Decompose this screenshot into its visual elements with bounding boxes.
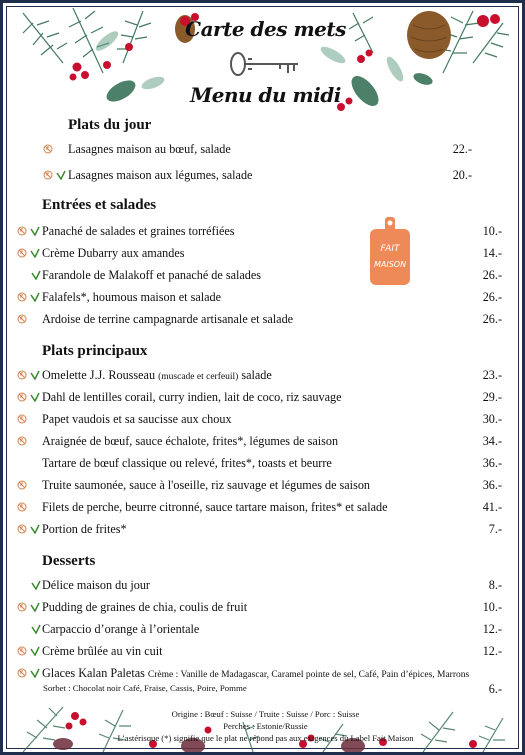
- item-price: 26.-: [482, 312, 502, 326]
- footer-asterisk-note: L’astérisque (*) signifie que le plat ne répond pas aux exigences du Label Fait Maison: [117, 733, 414, 743]
- wheat-icon: [17, 392, 27, 402]
- item-name: Ardoise de terrine campagnarde artisanale et salade: [42, 312, 294, 326]
- logo-line2: MAISON: [373, 260, 407, 269]
- item-name-main: Omelette J.J. Rousseau: [42, 368, 156, 382]
- item-price: 29.-: [482, 390, 502, 404]
- item-name: Truite saumonée, sauce à l'oseille, riz sauvage et légumes de saison: [42, 478, 371, 492]
- wheat-icon: [17, 414, 27, 424]
- item-price: 36.-: [482, 456, 502, 470]
- item-price: 7.-: [488, 522, 502, 536]
- menu-item: [3, 453, 525, 473]
- vegetarian-leaf-icon: [30, 646, 40, 656]
- menu-item: [3, 243, 525, 263]
- logo-line1: FAIT: [380, 244, 400, 254]
- vegetarian-leaf-icon: [30, 292, 40, 302]
- item-name: Lasagnes maison aux légumes, salade: [68, 168, 253, 182]
- menu-item: [3, 475, 525, 495]
- item-price: 34.-: [482, 434, 502, 448]
- item-extra: Sorbet : Chocolat noir Café, Fraise, Cassis, Poire, Pomme: [43, 683, 247, 693]
- wheat-icon: [43, 144, 53, 154]
- item-price: 30.-: [482, 412, 502, 426]
- vegetarian-leaf-icon: [31, 270, 41, 280]
- item-price: 22.-: [452, 142, 472, 156]
- item-price: 41.-: [482, 500, 502, 514]
- item-price: 6.-: [488, 682, 502, 696]
- section-title-desserts: Desserts: [42, 553, 96, 569]
- item-price: 26.-: [482, 268, 502, 282]
- wheat-icon: [17, 248, 27, 258]
- item-price: 12.-: [482, 644, 502, 658]
- item-name: Lasagnes maison au bœuf, salade: [68, 142, 231, 156]
- vintage-key-icon: [228, 47, 304, 81]
- fait-maison-logo: [368, 217, 412, 287]
- item-name-end: salade: [241, 368, 272, 382]
- menu-item: [3, 265, 525, 285]
- item-name: Papet vaudois et sa saucisse aux choux: [42, 412, 232, 426]
- menu-item: [3, 365, 525, 385]
- wheat-icon: [17, 226, 27, 236]
- vegetarian-leaf-icon: [30, 524, 40, 534]
- item-note: (muscade et cerfeuil): [158, 372, 239, 382]
- wheat-icon: [17, 602, 27, 612]
- menu-item: [3, 287, 525, 307]
- item-price: 10.-: [482, 224, 502, 238]
- vegetarian-leaf-icon: [30, 370, 40, 380]
- item-name: Filets de perche, beurre citronné, sauce tartare maison, frites* et salade: [42, 500, 388, 514]
- wheat-icon: [17, 370, 27, 380]
- menu-item: [3, 221, 525, 241]
- item-price: 12.-: [482, 622, 502, 636]
- item-name: Dahl de lentilles corail, curry indien, lait de coco, riz sauvage: [42, 390, 342, 404]
- section-title-plats-du-jour: Plats du jour: [68, 117, 152, 133]
- menu-item: [3, 641, 525, 661]
- item-price: 8.-: [488, 578, 502, 592]
- vegetarian-leaf-icon: [30, 602, 40, 612]
- item-price: 23.-: [482, 368, 502, 382]
- menu-item: [3, 497, 525, 517]
- menu-item: [3, 431, 525, 451]
- item-name: Falafels*, houmous maison et salade: [42, 290, 222, 304]
- item-name: Délice maison du jour: [42, 578, 150, 592]
- menu-item: [3, 409, 525, 429]
- section-title-plats-principaux: Plats principaux: [42, 343, 148, 359]
- wheat-icon: [17, 314, 27, 324]
- menu-title: Carte des mets: [185, 17, 346, 41]
- item-note: Crème : Vanille de Madagascar, Caramel pointe de sel, Café, Pain d’épices, Marrons: [147, 670, 470, 680]
- item-name: Crème brûlée au vin cuit: [42, 644, 163, 658]
- item-price: 14.-: [482, 246, 502, 260]
- wheat-icon: [17, 502, 27, 512]
- wheat-icon: [17, 668, 27, 678]
- item-name: Araignée de bœuf, sauce échalote, frites*, légumes de saison: [42, 434, 339, 448]
- item-price: 20.-: [452, 168, 472, 182]
- menu-item: [3, 619, 525, 639]
- item-name: [42, 365, 272, 387]
- menu-subtitle: Menu du midi: [190, 83, 341, 107]
- menu-item: [3, 139, 525, 159]
- wheat-icon: [17, 646, 27, 656]
- item-price: 10.-: [482, 600, 502, 614]
- footer-perches: Perches : Estonie/Russie: [223, 721, 308, 731]
- vegetarian-leaf-icon: [30, 248, 40, 258]
- item-name: Panaché de salades et graines torréfiées: [42, 224, 235, 238]
- wheat-icon: [17, 524, 27, 534]
- vegetarian-leaf-icon: [30, 226, 40, 236]
- item-name: Portion de frites*: [42, 522, 127, 536]
- vegetarian-leaf-icon: [31, 624, 41, 634]
- menu-item: [3, 387, 525, 407]
- menu-item: [3, 575, 525, 595]
- section-title-entrees: Entrées et salades: [42, 197, 157, 213]
- wheat-icon: [17, 292, 27, 302]
- item-name: Pudding de graines de chia, coulis de fruit: [42, 600, 248, 614]
- menu-item: [3, 309, 525, 329]
- item-name: Farandole de Malakoff et panaché de salades: [42, 268, 262, 282]
- wheat-icon: [17, 436, 27, 446]
- vegetarian-leaf-icon: [30, 668, 40, 678]
- item-price: 26.-: [482, 290, 502, 304]
- vegetarian-leaf-icon: [56, 170, 66, 180]
- wheat-icon: [17, 480, 27, 490]
- menu-item: [3, 165, 525, 185]
- footer-origin: Origine : Bœuf : Suisse / Truite : Suisse / Porc : Suisse: [171, 709, 360, 719]
- vegetarian-leaf-icon: [31, 580, 41, 590]
- item-price: 36.-: [482, 478, 502, 492]
- wheat-icon: [43, 170, 53, 180]
- item-name: Carpaccio d’orange à l’orientale: [42, 622, 200, 636]
- item-name: Tartare de bœuf classique ou relevé, frites*, toasts et beurre: [42, 456, 332, 470]
- menu-item: [3, 519, 525, 539]
- vegetarian-leaf-icon: [30, 392, 40, 402]
- item-name-main: Glaces Kalan Paletas: [42, 666, 145, 680]
- item-name: Crème Dubarry aux amandes: [42, 246, 185, 260]
- menu-item: [3, 597, 525, 617]
